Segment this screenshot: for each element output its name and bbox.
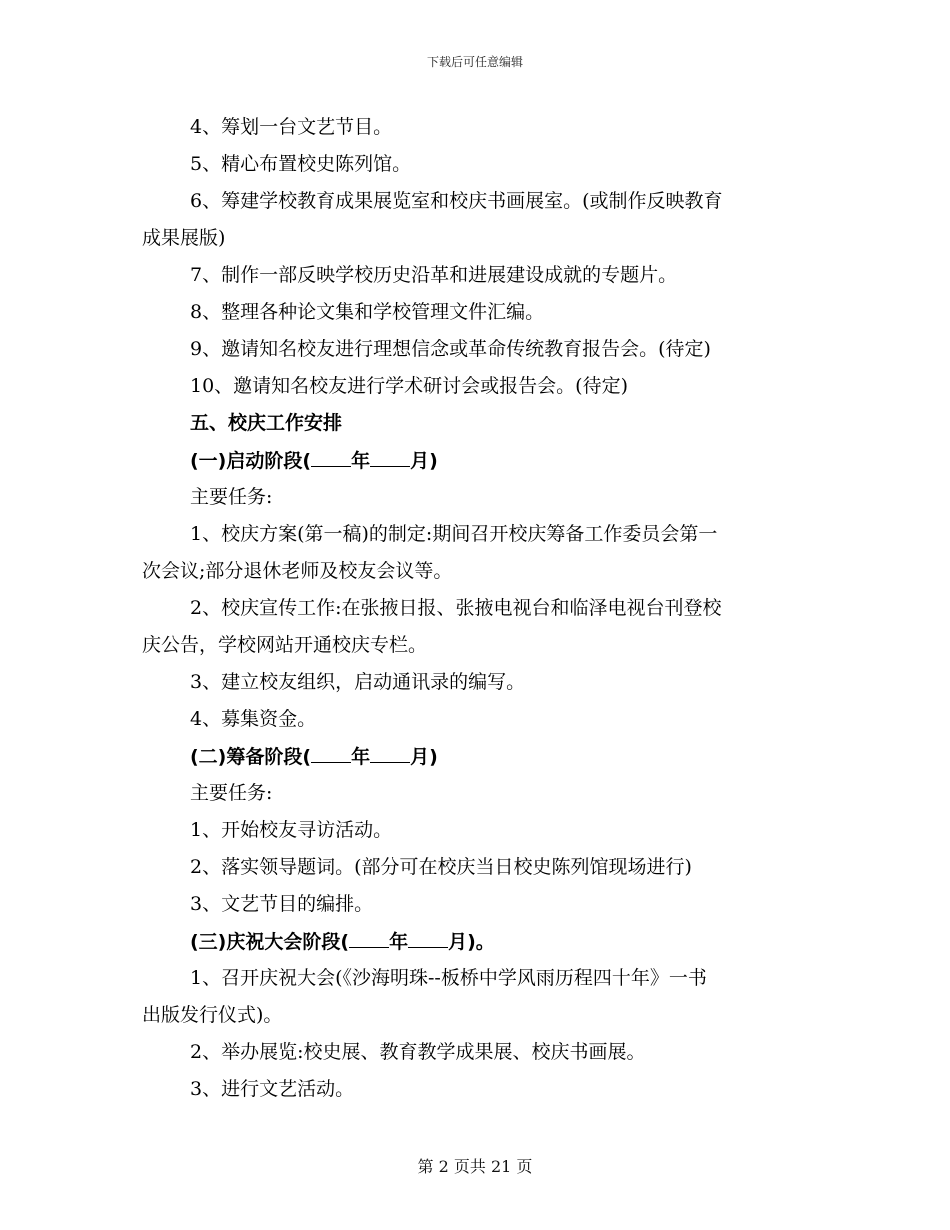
text-line: 8、整理各种论文集和学校管理文件汇编。 bbox=[190, 301, 545, 323]
section-heading: 五、校庆工作安排 bbox=[190, 412, 343, 434]
text-line: 出版发行仪式)。 bbox=[142, 1004, 283, 1026]
text-line: 4、筹划一台文艺节目。 bbox=[190, 116, 393, 138]
stage-heading bbox=[190, 448, 438, 473]
page-footer: 第 2 页共 21 页 bbox=[417, 1157, 533, 1176]
stage-heading-end: 月) bbox=[410, 746, 438, 768]
blank-underline bbox=[311, 448, 351, 467]
text-line: 5、精心布置校史陈列馆。 bbox=[190, 153, 412, 175]
text-line: 主要任务: bbox=[190, 486, 273, 508]
text-line: 1、召开庆祝大会(《沙海明珠--板桥中学风雨历程四十年》一书 bbox=[190, 967, 707, 989]
text-line: 4、募集资金。 bbox=[190, 708, 317, 730]
blank-underline bbox=[370, 448, 410, 467]
text-line: 6、筹建学校教育成果展览室和校庆书画展室。(或制作反映教育 bbox=[190, 190, 723, 212]
text-line: 3、文艺节目的编排。 bbox=[190, 893, 374, 915]
blank-underline bbox=[311, 744, 351, 763]
blank-underline bbox=[349, 929, 389, 948]
stage-heading-prefix: (一)启动阶段( bbox=[190, 450, 312, 472]
text-line: 1、开始校友寻访活动。 bbox=[190, 819, 393, 841]
stage-heading-end: 月)。 bbox=[448, 931, 495, 953]
stage-heading bbox=[190, 929, 495, 954]
text-line: 主要任务: bbox=[190, 782, 273, 804]
text-line: 10、邀请知名校友进行学术研讨会或报告会。(待定) bbox=[190, 375, 629, 397]
text-line: 3、建立校友组织，启动通讯录的编写。 bbox=[190, 671, 526, 693]
stage-heading bbox=[190, 744, 438, 769]
page-header: 下载后可任意编辑 bbox=[426, 55, 523, 69]
stage-heading-year: 年 bbox=[351, 450, 371, 472]
text-line: 2、校庆宣传工作:在张掖日报、张掖电视台和临泽电视台刊登校 bbox=[190, 597, 722, 619]
text-line: 庆公告，学校网站开通校庆专栏。 bbox=[142, 634, 428, 656]
stage-heading-prefix: (三)庆祝大会阶段( bbox=[190, 931, 350, 953]
text-line: 次会议;部分退休老师及校友会议等。 bbox=[142, 560, 453, 582]
stage-heading-prefix: (二)筹备阶段( bbox=[190, 746, 312, 768]
blank-underline bbox=[408, 929, 448, 948]
text-line: 9、邀请知名校友进行理想信念或革命传统教育报告会。(待定) bbox=[190, 338, 711, 360]
blank-underline bbox=[370, 744, 410, 763]
text-line: 2、举办展览:校史展、教育教学成果展、校庆书画展。 bbox=[190, 1041, 646, 1063]
text-line: 7、制作一部反映学校历史沿革和进展建设成就的专题片。 bbox=[190, 264, 678, 286]
text-line: 成果展版) bbox=[142, 227, 226, 249]
text-line: 1、校庆方案(第一稿)的制定:期间召开校庆筹备工作委员会第一 bbox=[190, 523, 718, 545]
text-line: 3、进行文艺活动。 bbox=[190, 1078, 355, 1100]
stage-heading-year: 年 bbox=[351, 746, 371, 768]
text-line: 2、落实领导题词。(部分可在校庆当日校史陈列馆现场进行) bbox=[190, 856, 692, 878]
stage-heading-year: 年 bbox=[389, 931, 409, 953]
stage-heading-end: 月) bbox=[410, 450, 438, 472]
